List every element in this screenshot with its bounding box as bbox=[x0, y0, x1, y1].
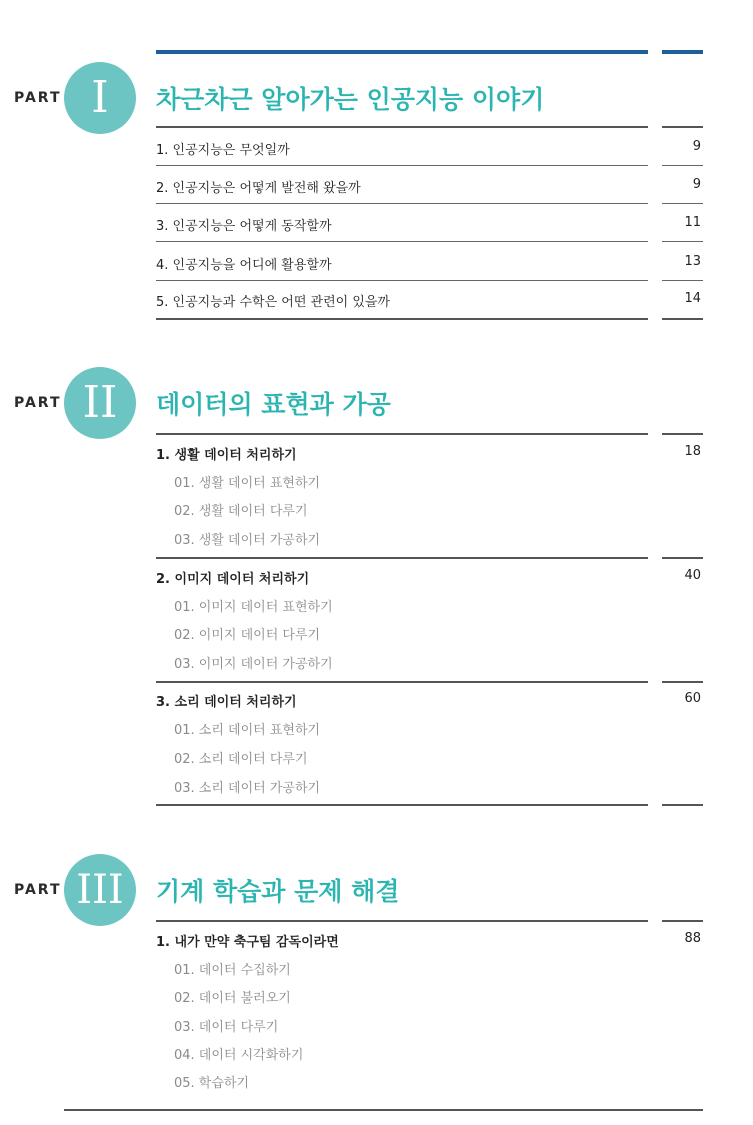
part-title: 차근차근 알아가는 인공지능 이야기 bbox=[156, 85, 545, 114]
divider bbox=[662, 433, 703, 435]
toc-entry[interactable]: 2. 인공지능은 어떻게 발전해 왔을까 bbox=[156, 181, 361, 196]
toc-subentry[interactable]: 02. 이미지 데이터 다루기 bbox=[174, 628, 321, 643]
divider bbox=[662, 318, 703, 320]
toc-subentry[interactable]: 01. 데이터 수집하기 bbox=[174, 963, 291, 978]
toc-subentry[interactable]: 03. 이미지 데이터 가공하기 bbox=[174, 657, 333, 672]
toc-page-number: 9 bbox=[692, 177, 701, 192]
part-numeral: III bbox=[76, 867, 124, 913]
toc-entry[interactable]: 5. 인공지능과 수학은 어떤 관련이 있을까 bbox=[156, 295, 390, 310]
part-title: 데이터의 표현과 가공 bbox=[156, 390, 391, 419]
bottom-rule bbox=[64, 1109, 703, 1111]
toc-entry[interactable]: 1. 인공지능은 무엇일까 bbox=[156, 143, 290, 158]
toc-section-title[interactable]: 2. 이미지 데이터 처리하기 bbox=[156, 572, 310, 587]
toc-section-title[interactable]: 3. 소리 데이터 처리하기 bbox=[156, 695, 297, 710]
toc-subentry[interactable]: 01. 이미지 데이터 표현하기 bbox=[174, 600, 333, 615]
divider bbox=[662, 804, 703, 806]
divider bbox=[662, 681, 703, 683]
toc-section-title[interactable]: 1. 생활 데이터 처리하기 bbox=[156, 448, 297, 463]
part-title: 기계 학습과 문제 해결 bbox=[156, 877, 400, 906]
toc-page-number: 60 bbox=[684, 691, 701, 706]
divider bbox=[156, 804, 648, 806]
toc-page-number: 13 bbox=[684, 254, 701, 269]
divider bbox=[156, 681, 648, 683]
toc-subentry[interactable]: 01. 생활 데이터 표현하기 bbox=[174, 476, 321, 491]
toc-page-number: 88 bbox=[684, 931, 701, 946]
divider bbox=[156, 126, 648, 128]
divider bbox=[156, 557, 648, 559]
toc-subentry[interactable]: 02. 데이터 불러오기 bbox=[174, 991, 291, 1006]
divider bbox=[156, 920, 648, 922]
toc-subentry[interactable]: 04. 데이터 시각화하기 bbox=[174, 1048, 304, 1063]
toc-subentry[interactable]: 02. 생활 데이터 다루기 bbox=[174, 504, 308, 519]
divider bbox=[156, 203, 648, 204]
toc-subentry[interactable]: 03. 데이터 다루기 bbox=[174, 1020, 279, 1035]
divider bbox=[156, 165, 648, 166]
part-label: PART bbox=[14, 882, 62, 898]
toc-page-number: 9 bbox=[692, 139, 701, 154]
part-numeral-badge bbox=[64, 62, 136, 134]
toc-page-number: 11 bbox=[684, 215, 701, 230]
toc-page-number: 40 bbox=[684, 568, 701, 583]
divider bbox=[662, 920, 703, 922]
divider bbox=[662, 557, 703, 559]
toc-entry[interactable]: 4. 인공지능을 어디에 활용할까 bbox=[156, 258, 332, 273]
top-accent-bar-page bbox=[662, 50, 703, 54]
toc-subentry[interactable]: 02. 소리 데이터 다루기 bbox=[174, 752, 308, 767]
toc-section-title[interactable]: 1. 내가 만약 축구팀 감독이라면 bbox=[156, 935, 339, 950]
divider bbox=[662, 280, 703, 281]
part-label: PART bbox=[14, 395, 62, 411]
toc-entry[interactable]: 3. 인공지능은 어떻게 동작할까 bbox=[156, 219, 332, 234]
toc-subentry[interactable]: 01. 소리 데이터 표현하기 bbox=[174, 723, 321, 738]
toc-page-number: 18 bbox=[684, 444, 701, 459]
divider bbox=[662, 241, 703, 242]
part-label: PART bbox=[14, 90, 62, 106]
part-numeral: I bbox=[91, 72, 109, 123]
toc-subentry[interactable]: 03. 생활 데이터 가공하기 bbox=[174, 533, 321, 548]
divider bbox=[156, 318, 648, 320]
divider bbox=[662, 203, 703, 204]
divider bbox=[662, 126, 703, 128]
top-accent-bar-main bbox=[156, 50, 648, 54]
toc-subentry[interactable]: 05. 학습하기 bbox=[174, 1076, 250, 1091]
part-numeral-badge bbox=[64, 854, 136, 926]
toc-page-number: 14 bbox=[684, 291, 701, 306]
divider bbox=[662, 165, 703, 166]
part-numeral: II bbox=[82, 377, 118, 428]
toc-subentry[interactable]: 03. 소리 데이터 가공하기 bbox=[174, 781, 321, 796]
divider bbox=[156, 241, 648, 242]
divider bbox=[156, 280, 648, 281]
divider bbox=[156, 433, 648, 435]
part-numeral-badge bbox=[64, 367, 136, 439]
